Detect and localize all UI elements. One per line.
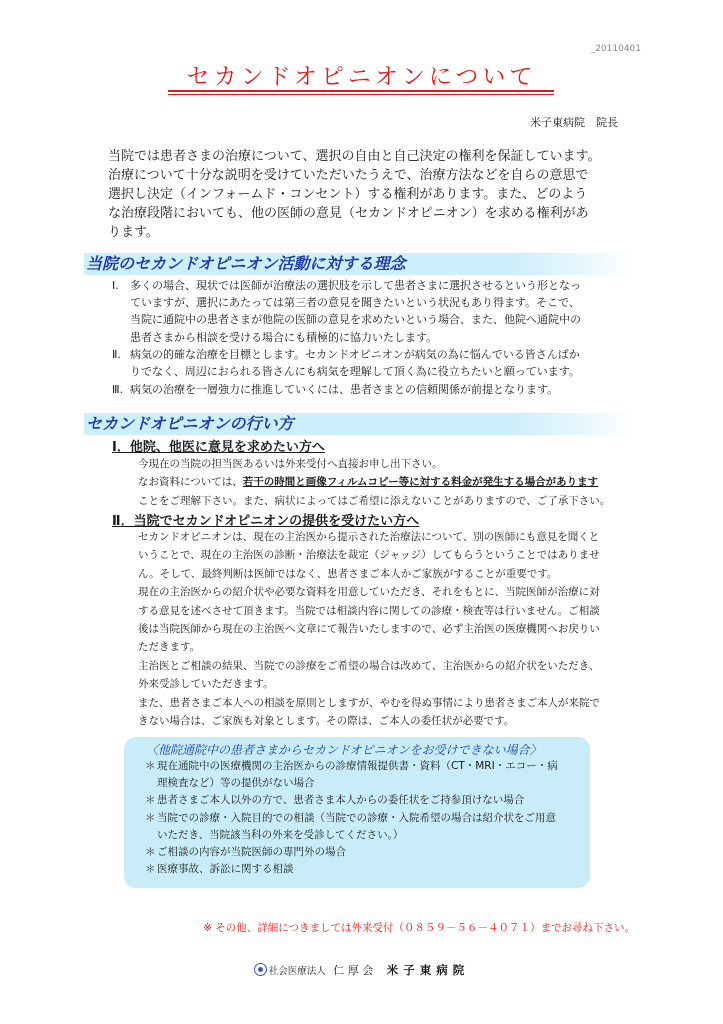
sub2-body xyxy=(138,528,628,730)
sub2-line: 後は当院医師から現在の主治医へ文章にて報告いたしますので、必ず主治医の医療機関へお戻りい xyxy=(138,623,600,636)
document-id: _20110401 xyxy=(590,44,641,54)
list-item-line: ご相談の内容が当院医師の専門外の場合 xyxy=(157,846,346,859)
item-line: 病気の治療を一層強力に推進していくには、患者さまとの信頼関係が前提となります。 xyxy=(130,383,559,396)
page-title: セカンドオピニオンについて xyxy=(186,64,537,90)
hospital-logo-icon xyxy=(254,963,267,976)
author: 米子東病院 院長 xyxy=(530,116,618,129)
sub1-line2-prefix: なお資料については、 xyxy=(138,476,243,489)
item-number: Ⅲ. xyxy=(112,383,124,396)
intro-paragraph xyxy=(108,147,636,242)
list-item-line: いただき、当院該当科の外来を受診してください。） xyxy=(157,828,404,841)
list-item xyxy=(145,758,585,792)
section1-item-3 xyxy=(112,381,632,398)
footer-hospital: 米子東病院 xyxy=(386,963,470,977)
list-item-line: 理検査など）等の提供がない場合 xyxy=(157,777,315,790)
list-item xyxy=(145,861,585,878)
item-number: Ⅰ. xyxy=(112,279,119,292)
item-line: 病気の的確な治療を目標とします。セカンドオピニオンが病気の為に悩んでいる皆さんばか xyxy=(130,348,580,361)
intro-line: 当院では患者さまの治療について、選択の自由と自己決定の権利を保証しています。 xyxy=(108,149,601,164)
item-line: 患者さまから相談を受ける場合にも積極的に協力いたします。 xyxy=(130,330,438,344)
list-item-line: 当院での診療・入院目的での相談（当院での診療・入院希望の場合は紹介状をご用意 xyxy=(157,811,556,824)
sub2-line: 主治医とご相談の結果、当院での診療をご希望の場合は改めて、主治医からの紹介状をいただき、 xyxy=(138,659,600,672)
title-underline xyxy=(168,90,554,92)
contact-note: ※ その他、詳細につきましては外来受付（０８５９－５６－４０７１）までお尋ね下さい。 xyxy=(203,922,635,934)
sub1-body xyxy=(138,455,628,510)
sub1-line xyxy=(138,473,628,491)
bullet-icon: ＊ xyxy=(145,794,156,807)
sub2-line: ただきます。 xyxy=(138,641,201,654)
bullet-icon: ＊ xyxy=(145,760,156,772)
section1-band xyxy=(84,253,632,275)
sub1-line: ことをご理解下さい。また、病状によってはご希望に添えないことがありますので、ご了承下さい。 xyxy=(138,494,611,507)
exclusions-title: 〈他院通院中の患者さまからセカンドオピニオンをお受けできない場合〉 xyxy=(146,743,542,757)
sub2-line: セカンドオピニオンは、現在の主治医から提示された治療法について、別の医師にも意見を聞くと xyxy=(138,531,600,543)
sub2-line: 外来受診していただきます。 xyxy=(138,678,274,691)
list-item xyxy=(145,844,585,861)
bullet-icon: ＊ xyxy=(145,846,156,859)
item-line: 多くの場合、現状では医師が治療法の選択肢を示して患者さまに選択させるという形となっ xyxy=(130,279,581,292)
sub2-line: ん。そして、最終判断は医師ではなく、患者さまご本人かご家族がすることが重要です。 xyxy=(138,567,558,580)
bullet-icon: ＊ xyxy=(145,811,156,824)
fee-warning: 若干の時間と画像フィルムコピー等に対する料金が発生する場合があります xyxy=(242,476,599,489)
list-item xyxy=(145,792,585,809)
footer xyxy=(0,962,723,978)
exclusions-list xyxy=(145,758,585,878)
list-item-line: 医療事故、訴訟に関する相談 xyxy=(157,863,294,876)
intro-line: な治療段階においても、他の医師の意見（セカンドオピニオン）を求める権利があ xyxy=(108,206,589,221)
item-line: りでなく、周辺におられる皆さんにも病気を理解して頂く為に役立ちたいと願っています。 xyxy=(130,365,580,379)
sub2-line: また、患者さまご本人への相談を原則としますが、やむを得ぬ事情により患者さまご本人が来院で xyxy=(138,696,600,709)
sub2-line: きない場合は、ご家族も対象とします。その際は、ご本人の委任状が必要です。 xyxy=(138,715,515,728)
sub1-line: 今現在の当院の担当医あるいは外来受付へ直接お申し出下さい。 xyxy=(138,458,443,470)
title-underline-thin xyxy=(168,94,554,95)
sub2-line: いうことで、現在の主治医の診断・治療法を裁定（ジャッジ）してもらうということではありませ xyxy=(138,549,600,562)
list-item-line: 現在通院中の医療機関の主治医からの診療情報提供書・資料（CT・MRI・エコー・病 xyxy=(157,760,558,772)
intro-line: 治療について十分な説明を受けていただいたうえで、治療方法などを自らの意思で xyxy=(108,168,589,183)
section2-title: セカンドオピニオンの行い方 xyxy=(86,414,294,433)
section1-item-2 xyxy=(112,346,632,380)
intro-line: ります。 xyxy=(108,225,159,240)
section1-title: 当院のセカンドオピニオン活動に対する理念 xyxy=(86,254,406,273)
item-line: 当院に通院中の患者さまが他院の医師の意見を求めたいという場合、また、他院へ通院中の xyxy=(130,313,581,327)
footer-corp: 社会医療法人 xyxy=(268,966,326,977)
sub1-heading: Ⅰ．他院、他医に意見を求めたい方へ xyxy=(112,440,325,455)
sub2-line: 現在の主治医からの紹介状や必要な資料を用意していただき、それをもとに、当院医師が治療に対 xyxy=(138,586,600,599)
item-line: ていますが、選択にあたっては第三者の意見を聞きたいという状況もあり得ます。そこで、 xyxy=(130,296,580,310)
sub2-line: する意見を述べさせて頂きます。当院では相談内容に関しての診療・検査等は行いません。ご相談 xyxy=(138,604,600,617)
section1-item-1 xyxy=(112,277,632,346)
bullet-icon: ＊ xyxy=(145,863,156,876)
item-number: Ⅱ. xyxy=(112,348,121,361)
list-item xyxy=(145,810,585,844)
footer-group: 仁 厚 会 xyxy=(333,964,374,977)
section2-band xyxy=(84,413,632,435)
list-item-line: 患者さまご本人以外の方で、患者さま本人からの委任状をご持参頂けない場合 xyxy=(157,794,525,807)
sub2-heading: Ⅱ．当院でセカンドオピニオンの提供を受けたい方へ xyxy=(112,514,420,529)
intro-line: 選択し決定（インフォームド・コンセント）する権利があります。また、どのよう xyxy=(108,187,588,202)
